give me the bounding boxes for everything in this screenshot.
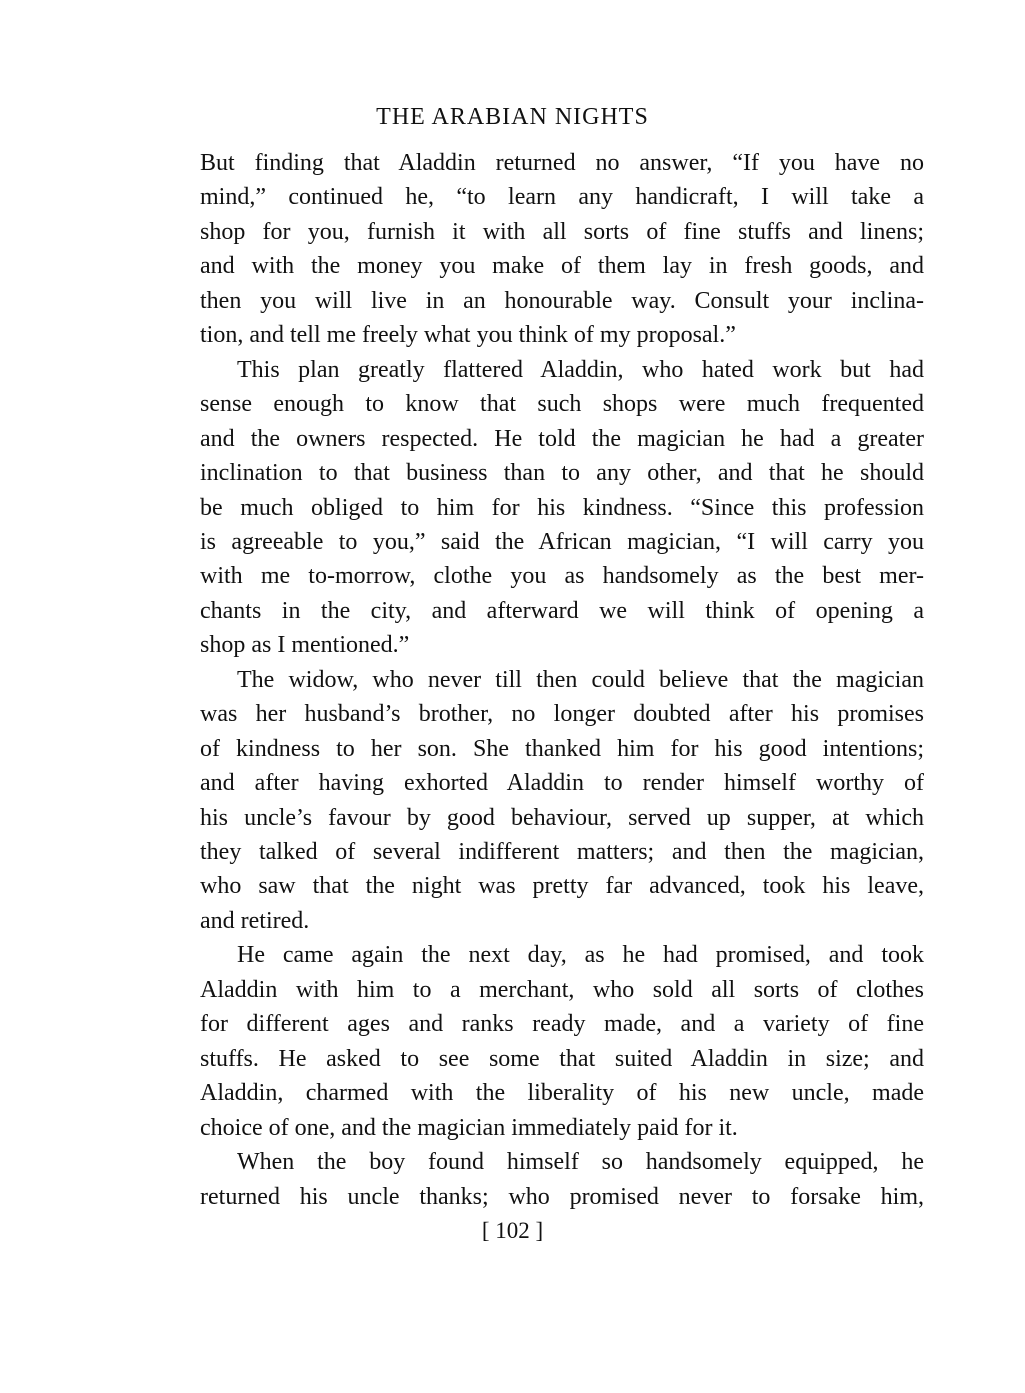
text-line: then you will live in an honourable way. Consult your inclina- [200,287,924,314]
text-line: and the owners respected. He told the magician he had a greater [200,425,924,452]
text-line: and retired. [200,907,310,934]
text-line: for different ages and ranks ready made, and a variety of fine [200,1011,924,1038]
text-line: tion, and tell me freely what you think of my proposal.” [200,322,736,349]
text-line: stuffs. He asked to see some that suited Aladdin in size; and [200,1045,924,1072]
text-line: his uncle’s favour by good behaviour, served up supper, at which [200,804,924,831]
text-line: returned his uncle thanks; who promised never to forsake him, [200,1183,924,1210]
text-line: The widow, who never till then could believe that the magician [237,666,924,693]
text-line: He came again the next day, as he had promised, and took [237,942,924,969]
text-line: shop as I mentioned.” [200,632,410,659]
text-line: shop for you, furnish it with all sorts of fine stuffs and linens; [200,218,924,245]
running-header: THE ARABIAN NIGHTS [376,104,649,130]
text-line: be much obliged to him for his kindness. “Since this profession [200,494,924,521]
text-line: choice of one, and the magician immediately paid for it. [200,1114,738,1141]
text-line: But finding that Aladdin returned no answer, “If you have no [200,150,924,176]
text-line: of kindness to her son. She thanked him for his good intentions; [200,735,924,762]
text-line: was her husband’s brother, no longer doubted after his promises [200,701,924,728]
page-number: [ 102 ] [481,1218,544,1243]
text-line: This plan greatly flattered Aladdin, who hated work but had [237,356,924,383]
text-line: and after having exhorted Aladdin to render himself worthy of [200,770,924,797]
text-line: with me to-morrow, clothe you as handsomely as the best mer- [200,563,924,590]
text-line: they talked of several indifferent matters; and then the magician, [200,839,924,865]
text-line: is agreeable to you,” said the African magician, “I will carry you [200,528,924,555]
text-line: Aladdin, charmed with the liberality of his new uncle, made [200,1080,924,1107]
text-line: mind,” continued he, “to learn any handicraft, I will take a [200,184,924,211]
text-line: sense enough to know that such shops were much frequented [200,391,924,418]
text-line: Aladdin with him to a merchant, who sold all sorts of clothes [200,976,924,1003]
text-line: and with the money you make of them lay in fresh goods, and [200,253,924,280]
text-line: who saw that the night was pretty far advanced, took his leave, [200,873,924,900]
text-line: inclination to that business than to any other, and that he should [200,460,924,487]
text-line: When the boy found himself so handsomely equipped, he [237,1149,924,1176]
text-line: chants in the city, and afterward we will think of opening a [200,597,924,624]
